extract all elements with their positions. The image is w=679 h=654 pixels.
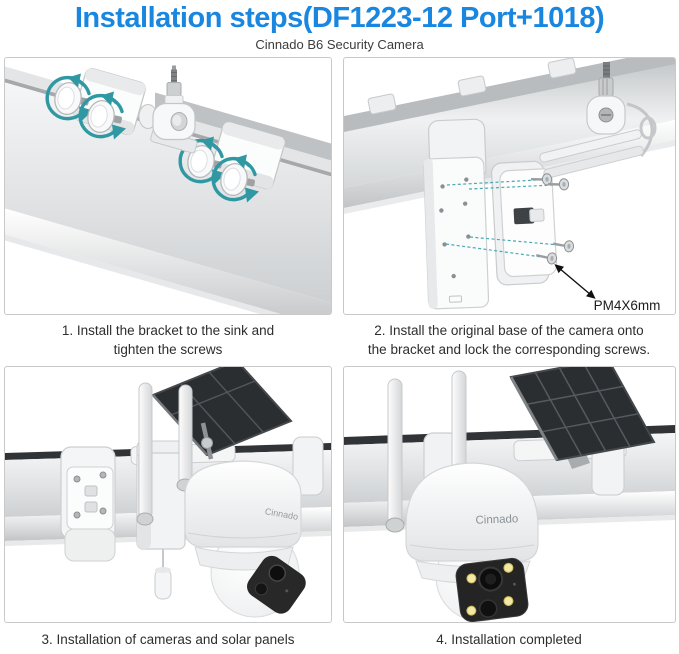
security-camera (406, 463, 538, 622)
caption-line: 4. Installation completed (436, 632, 582, 647)
step3-panel (4, 366, 332, 623)
illustration-step1 (5, 58, 331, 314)
antenna (450, 371, 468, 478)
security-camera (185, 461, 310, 618)
step2-panel (343, 57, 676, 315)
step1-panel (4, 57, 332, 315)
caption-line: 2. Install the original base of the camera onto (374, 323, 644, 338)
caption-line: 1. Install the bracket to the sink and (61, 323, 275, 338)
camera-lens-face (455, 557, 530, 622)
step3-caption (2, 630, 334, 649)
step1-caption (2, 321, 334, 359)
led-light (466, 606, 476, 616)
led-light (503, 596, 513, 606)
step4-caption (341, 630, 677, 649)
step2-caption (341, 321, 677, 359)
wall-bracket (61, 447, 115, 561)
antenna (177, 385, 193, 491)
step4-panel (343, 366, 676, 623)
illustration-step3 (5, 367, 331, 622)
brand-label: Cinnado (475, 513, 519, 527)
pointer-arrow-icon (554, 264, 595, 299)
antenna (386, 379, 404, 532)
screw-size-label: PM4X6mm (593, 298, 661, 313)
mounting-plate (422, 119, 491, 309)
camera-dome (185, 461, 301, 547)
page-title: Installation steps(DF1223-12 Port+1018) (74, 2, 605, 34)
antenna (137, 383, 153, 525)
caption-line: tighten the screws (113, 342, 223, 357)
caption-line: 3. Installation of cameras and solar panels (41, 632, 295, 647)
illustration-step2 (344, 58, 675, 314)
illustration-step4 (344, 367, 675, 622)
led-light (466, 573, 476, 583)
caption-line: the bracket and lock the corresponding screws. (367, 342, 651, 357)
camera-dome (406, 463, 538, 561)
led-light (503, 563, 513, 573)
page-subtitle: Cinnado B6 Security Camera (255, 37, 424, 52)
pull-cord (155, 549, 171, 599)
brand-label: Cinnado (264, 506, 299, 522)
